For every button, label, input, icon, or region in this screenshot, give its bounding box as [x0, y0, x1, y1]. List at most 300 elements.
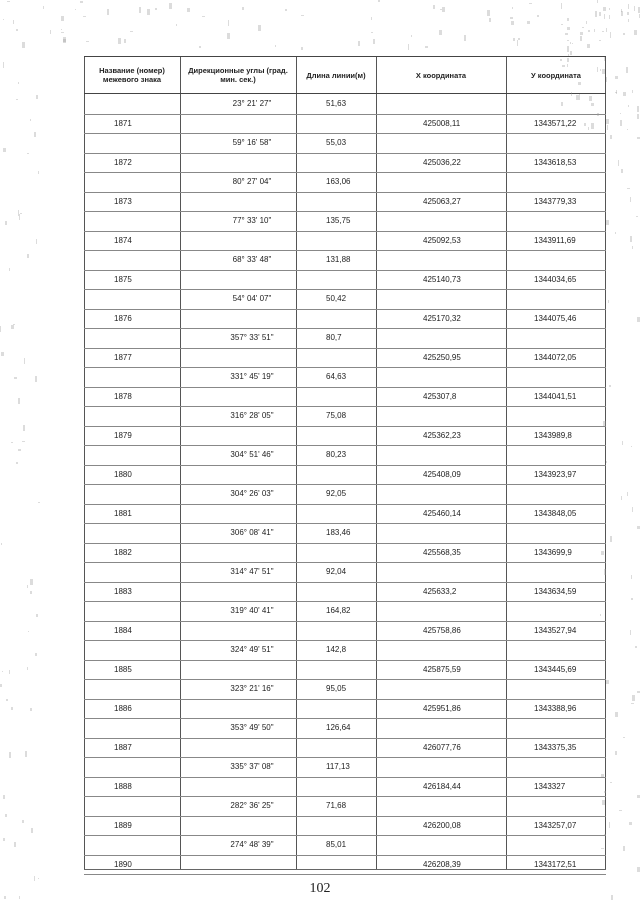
scan-noise — [228, 20, 229, 26]
scan-noise — [601, 192, 603, 193]
table-row — [84, 718, 606, 738]
scan-noise — [600, 69, 601, 71]
header-x: X координата — [415, 70, 467, 80]
scan-noise — [623, 92, 626, 96]
y-coordinate-cell: 1344072,05 — [534, 352, 577, 362]
scan-noise — [19, 896, 20, 899]
scan-noise — [439, 30, 442, 35]
scan-noise — [588, 127, 589, 130]
scan-noise — [600, 614, 601, 616]
scan-noise — [14, 377, 17, 379]
scan-noise — [561, 3, 562, 9]
scan-noise — [597, 113, 599, 116]
scan-noise — [22, 820, 24, 823]
scan-noise — [567, 18, 569, 21]
direction-angle-cell: 353° 49' 50" — [230, 723, 274, 733]
x-coordinate-cell: 425408,09 — [423, 469, 461, 479]
point-name-cell: 1881 — [114, 508, 132, 518]
line-length-cell: 135,75 — [326, 216, 351, 226]
table-row — [84, 192, 606, 212]
scan-noise — [22, 441, 25, 442]
point-name-cell: 1890 — [114, 859, 132, 869]
scan-noise — [637, 114, 639, 119]
table-row — [84, 406, 606, 426]
scan-noise — [597, 67, 598, 72]
scan-noise — [5, 221, 7, 225]
scan-noise — [0, 684, 2, 687]
direction-angle-cell: 80° 27' 04" — [232, 177, 272, 187]
y-coordinate-cell: 1343779,33 — [534, 196, 577, 206]
scan-noise — [301, 47, 303, 50]
scan-noise — [4, 896, 6, 899]
x-coordinate-cell: 425092,53 — [423, 235, 461, 245]
point-name-cell: 1888 — [114, 781, 132, 791]
point-name-cell: 1885 — [114, 664, 132, 674]
point-name-cell: 1878 — [114, 391, 132, 401]
direction-angle-cell: 23° 21' 27" — [232, 99, 272, 109]
direction-angle-cell: 357° 33' 51" — [230, 333, 274, 343]
point-name-cell: 1884 — [114, 625, 132, 635]
line-length-cell: 71,68 — [326, 801, 347, 811]
scan-noise — [3, 148, 6, 152]
point-name-cell: 1876 — [114, 313, 132, 323]
y-coordinate-cell: 1343327 — [534, 781, 566, 791]
table-row — [84, 679, 606, 699]
scan-noise — [561, 24, 563, 25]
scan-noise — [606, 680, 609, 684]
scan-noise — [616, 90, 617, 94]
scan-noise — [604, 569, 606, 575]
y-coordinate-cell: 1343699,9 — [534, 547, 572, 557]
scan-noise — [631, 575, 632, 579]
scan-noise — [615, 751, 617, 755]
y-coordinate-cell: 1343848,05 — [534, 508, 577, 518]
scan-noise — [570, 42, 571, 44]
scan-noise — [20, 213, 22, 214]
scan-noise — [30, 591, 32, 594]
direction-angle-cell: 54° 04' 07" — [232, 294, 272, 304]
scan-noise — [512, 7, 513, 9]
scan-noise — [607, 125, 608, 130]
scan-noise — [242, 7, 244, 10]
point-name-cell: 1882 — [114, 547, 132, 557]
scan-noise — [1, 352, 4, 356]
scan-noise — [38, 171, 39, 174]
scan-noise — [517, 40, 518, 46]
scan-noise — [3, 795, 5, 799]
scan-noise — [568, 54, 569, 56]
scan-noise — [258, 25, 261, 31]
scan-noise — [118, 38, 121, 44]
direction-angle-cell: 68° 33' 48" — [232, 255, 272, 265]
scan-noise — [632, 507, 633, 512]
scan-noise — [637, 867, 640, 872]
table-row — [84, 172, 606, 192]
scan-noise — [22, 42, 25, 48]
scan-noise — [124, 39, 126, 43]
scan-noise — [636, 216, 638, 217]
scan-noise — [634, 6, 635, 11]
table-row — [84, 426, 606, 446]
scan-noise — [24, 358, 25, 364]
scan-noise — [609, 385, 611, 387]
y-coordinate-cell: 1343375,35 — [534, 742, 577, 752]
table-row — [84, 133, 606, 153]
scan-noise — [609, 822, 610, 828]
scan-noise — [358, 41, 360, 46]
scan-noise — [27, 585, 28, 588]
point-name-cell: 1886 — [114, 703, 132, 713]
x-coordinate-cell: 425568,35 — [423, 547, 461, 557]
scan-noise — [562, 65, 565, 67]
scan-noise — [16, 99, 18, 100]
direction-angle-cell: 77° 33' 10" — [232, 216, 272, 226]
table-row — [84, 738, 606, 758]
scan-noise — [608, 300, 609, 303]
y-coordinate-cell: 1343527,94 — [534, 625, 577, 635]
scan-noise — [187, 8, 190, 12]
scan-noise — [36, 95, 38, 99]
x-coordinate-cell: 425362,23 — [423, 430, 461, 440]
scan-noise — [38, 502, 40, 503]
scan-noise — [571, 92, 572, 96]
table-row — [84, 445, 606, 465]
header-name: Название (номер) межевого знака — [99, 66, 165, 84]
scan-noise — [16, 462, 18, 464]
line-length-cell: 95,05 — [326, 684, 347, 694]
scan-noise — [634, 30, 637, 35]
scan-noise — [572, 43, 573, 44]
scan-noise — [301, 15, 304, 16]
header-angle: Дирекционные углы (град. мин. сек.) — [188, 66, 288, 84]
y-coordinate-cell: 1344075,46 — [534, 313, 577, 323]
scan-noise — [61, 29, 62, 30]
point-name-cell: 1874 — [114, 235, 132, 245]
x-coordinate-cell: 425633,2 — [423, 586, 457, 596]
scan-noise — [169, 3, 172, 9]
scan-noise — [199, 46, 201, 48]
scan-noise — [489, 18, 491, 22]
scan-noise — [610, 135, 612, 139]
y-coordinate-cell: 1343618,53 — [534, 157, 577, 167]
table-row — [84, 387, 606, 407]
line-length-cell: 163,06 — [326, 177, 351, 187]
x-coordinate-cell: 425758,86 — [423, 625, 461, 635]
scan-noise — [2, 671, 3, 672]
point-name-cell: 1880 — [114, 469, 132, 479]
y-coordinate-cell: 1343445,69 — [534, 664, 577, 674]
table-row — [84, 816, 606, 836]
scan-noise — [637, 317, 640, 322]
scan-noise — [615, 76, 618, 79]
x-coordinate-cell: 426077,76 — [423, 742, 461, 752]
scan-noise — [609, 8, 610, 10]
table-row — [84, 211, 606, 231]
line-length-cell: 64,63 — [326, 372, 347, 382]
scan-noise — [567, 46, 569, 52]
scan-noise — [632, 695, 635, 701]
scan-noise — [11, 325, 14, 329]
scan-noise — [602, 800, 605, 805]
scan-noise — [61, 16, 64, 21]
table-row — [84, 114, 606, 134]
scan-noise — [599, 12, 601, 16]
line-length-cell: 92,05 — [326, 489, 347, 499]
scan-noise — [9, 752, 11, 758]
scan-noise — [7, 1, 10, 2]
scan-noise — [30, 579, 33, 585]
table-row — [84, 835, 606, 855]
scan-noise — [588, 30, 590, 32]
scan-noise — [227, 33, 230, 39]
line-length-cell: 55,03 — [326, 138, 347, 148]
point-name-cell: 1879 — [114, 430, 132, 440]
scan-noise — [36, 614, 38, 617]
page-number: 102 — [309, 881, 331, 896]
direction-angle-cell: 324° 49' 51" — [230, 645, 274, 655]
scan-noise — [18, 449, 21, 451]
scan-noise — [606, 119, 609, 124]
scan-noise — [629, 822, 632, 825]
table-row — [84, 250, 606, 270]
scan-noise — [609, 15, 610, 19]
scan-noise — [373, 39, 375, 44]
scan-noise — [582, 27, 584, 28]
scan-noise — [75, 9, 76, 10]
scan-noise — [604, 14, 605, 19]
line-length-cell: 51,63 — [326, 99, 347, 109]
scan-noise — [615, 712, 618, 717]
scan-noise — [603, 421, 606, 426]
scan-noise — [603, 7, 606, 11]
scan-noise — [487, 10, 490, 16]
x-coordinate-cell: 425170,32 — [423, 313, 461, 323]
scan-noise — [604, 834, 606, 835]
scan-noise — [5, 814, 7, 817]
scan-noise — [606, 28, 607, 32]
scan-noise — [63, 39, 66, 43]
x-coordinate-cell: 425008,11 — [423, 118, 461, 128]
scan-noise — [635, 646, 637, 648]
line-length-cell: 183,46 — [326, 528, 351, 538]
header-y: У координата — [531, 70, 581, 80]
y-coordinate-cell: 1343923,97 — [534, 469, 577, 479]
direction-angle-cell: 282° 36' 25" — [230, 801, 274, 811]
y-coordinate-cell: 1343172,51 — [534, 859, 577, 869]
x-coordinate-cell: 425951,86 — [423, 703, 461, 713]
x-coordinate-cell: 426200,08 — [423, 820, 461, 830]
scan-noise — [606, 220, 609, 225]
scan-noise — [589, 96, 592, 101]
y-coordinate-cell: 1343257,07 — [534, 820, 577, 830]
y-coordinate-cell: 1344034,65 — [534, 274, 577, 284]
scan-noise — [86, 41, 89, 42]
scan-noise — [627, 12, 629, 15]
point-name-cell: 1889 — [114, 820, 132, 830]
direction-angle-cell: 314° 47' 51" — [230, 567, 274, 577]
scan-noise — [513, 38, 515, 41]
scan-noise — [518, 38, 520, 40]
scan-noise — [371, 17, 372, 20]
scan-noise — [620, 113, 621, 114]
table-row — [84, 640, 606, 660]
scan-noise — [511, 21, 514, 25]
table-row — [84, 231, 606, 251]
scan-noise — [578, 82, 581, 85]
scan-noise — [464, 35, 466, 41]
scan-noise — [626, 67, 628, 73]
table-row — [84, 348, 606, 368]
table-row — [84, 270, 606, 290]
scan-noise — [623, 33, 625, 35]
table-row — [84, 621, 606, 641]
y-coordinate-cell: 1344041,51 — [534, 391, 577, 401]
scan-noise — [621, 169, 623, 173]
scan-noise — [3, 838, 5, 841]
scan-noise — [18, 82, 19, 84]
table-row — [84, 465, 606, 485]
scan-noise — [537, 15, 539, 17]
point-name-cell: 1871 — [114, 118, 132, 128]
x-coordinate-cell: 425460,14 — [423, 508, 461, 518]
scan-noise — [591, 123, 594, 129]
scan-noise — [31, 828, 33, 833]
scan-noise — [3, 62, 4, 68]
scan-noise — [371, 32, 373, 33]
scan-noise — [16, 29, 18, 31]
scan-noise — [587, 44, 590, 48]
scan-noise — [35, 653, 37, 656]
y-coordinate-cell: 1343911,69 — [534, 235, 576, 245]
direction-angle-cell: 274° 48' 39" — [230, 840, 274, 850]
scan-noise — [408, 44, 409, 50]
scan-noise — [595, 11, 597, 17]
scan-noise — [618, 160, 619, 166]
table-row — [84, 94, 606, 114]
scan-noise — [411, 35, 412, 37]
line-length-cell: 142,8 — [326, 645, 347, 655]
table-row — [84, 601, 606, 621]
scan-noise — [611, 895, 613, 900]
scan-noise — [610, 32, 611, 38]
scan-noise — [43, 6, 44, 9]
scan-noise — [604, 791, 606, 793]
scan-noise — [61, 32, 64, 33]
table-row — [84, 543, 606, 563]
scan-noise — [631, 446, 632, 447]
scan-noise — [579, 94, 580, 100]
scan-noise — [155, 8, 157, 10]
scan-noise — [567, 40, 569, 41]
y-coordinate-cell: 1343989,8 — [534, 430, 572, 440]
table-row — [84, 289, 606, 309]
line-length-cell: 80,23 — [326, 450, 347, 460]
table-row — [84, 523, 606, 543]
table-row — [84, 562, 606, 582]
point-name-cell: 1875 — [114, 274, 132, 284]
scan-noise — [632, 246, 633, 249]
table-row — [84, 582, 606, 602]
scan-noise — [202, 16, 205, 17]
x-coordinate-cell: 425307,8 — [423, 391, 457, 401]
scan-noise — [34, 132, 36, 137]
line-length-cell: 92,04 — [326, 567, 347, 577]
scan-noise — [627, 129, 628, 130]
scan-noise — [80, 1, 83, 3]
scan-noise — [597, 0, 598, 3]
point-name-cell: 1877 — [114, 352, 132, 362]
scan-noise — [628, 105, 629, 107]
scan-noise — [627, 492, 628, 496]
scan-noise — [9, 268, 10, 271]
x-coordinate-cell: 426208,39 — [423, 859, 461, 869]
direction-angle-cell: 306° 08' 41" — [230, 528, 274, 538]
line-length-cell: 85,01 — [326, 840, 347, 850]
scan-noise — [3, 19, 4, 20]
x-coordinate-cell: 426184,44 — [423, 781, 461, 791]
scan-noise — [14, 842, 16, 847]
scan-noise — [621, 11, 623, 16]
scan-noise — [433, 5, 435, 9]
direction-angle-cell: 335° 37' 08" — [230, 762, 274, 772]
table-row — [84, 484, 606, 504]
table-row — [84, 328, 606, 348]
direction-angle-cell: 304° 26' 03" — [230, 489, 274, 499]
scan-noise — [11, 442, 13, 443]
scan-noise — [580, 36, 582, 41]
table-row — [84, 660, 606, 680]
direction-angle-cell: 304° 51' 46" — [230, 450, 274, 460]
scan-noise — [628, 19, 629, 22]
scan-noise — [11, 707, 13, 710]
scan-noise — [35, 376, 37, 382]
scan-noise — [527, 21, 530, 24]
scan-noise — [580, 32, 583, 35]
scan-noise — [630, 197, 631, 202]
scan-noise — [631, 703, 634, 704]
scan-noise — [27, 254, 29, 258]
table-row — [84, 699, 606, 719]
scan-noise — [630, 236, 632, 242]
scan-noise — [529, 3, 532, 4]
scan-noise — [27, 153, 29, 154]
scan-noise — [620, 120, 622, 126]
header-length: Длина линии(м) — [306, 70, 366, 80]
x-coordinate-cell: 425036,22 — [423, 157, 461, 167]
x-coordinate-cell: 425250,95 — [423, 352, 461, 362]
scan-noise — [147, 9, 150, 15]
y-coordinate-cell: 1343571,22 — [534, 118, 577, 128]
scan-noise — [30, 708, 32, 711]
scan-noise — [176, 24, 177, 26]
line-length-cell: 131,88 — [326, 255, 351, 265]
scan-noise — [601, 848, 604, 849]
scan-noise — [567, 27, 570, 30]
y-coordinate-cell: 1343388,96 — [534, 703, 577, 713]
scan-noise — [622, 441, 623, 445]
scan-noise — [50, 30, 51, 34]
scan-noise — [601, 774, 604, 777]
scan-noise — [601, 551, 604, 555]
line-length-cell: 50,42 — [326, 294, 347, 304]
scan-noise — [0, 326, 1, 332]
point-name-cell: 1887 — [114, 742, 132, 752]
line-length-cell: 126,64 — [326, 723, 351, 733]
scan-noise — [38, 878, 39, 879]
table-row — [84, 153, 606, 173]
x-coordinate-cell: 425140,73 — [423, 274, 461, 284]
scan-noise — [567, 58, 569, 62]
